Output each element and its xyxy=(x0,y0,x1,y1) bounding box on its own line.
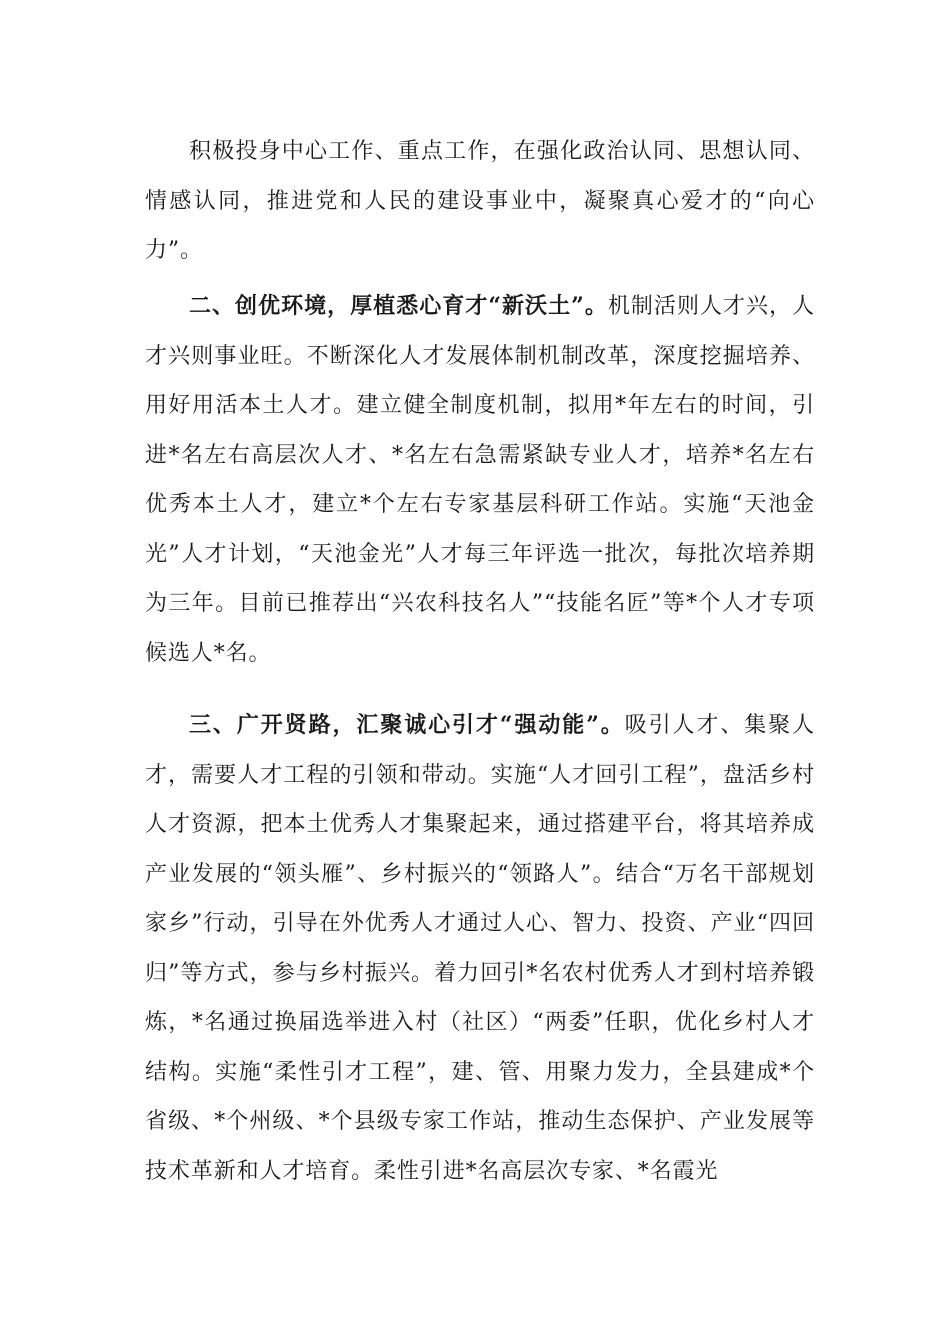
paragraph-2 xyxy=(145,282,815,678)
paragraph-3-text: 吸引人才、集聚人才，需要人才工程的引领和带动。实施“人才回引工程”，盘活乡村人才资源，把本土优秀人才集聚起来，通过搭建平台，将其培养成产业发展的“领头雁”、乡村振兴的“领路人”。结合“万名干部规划家乡”行动，引导在外优秀人才通过人心、智力、投资、产业“四回归”等方式，参与乡村振兴。着力回引*名农村优秀人才到村培养锻炼，*名通过换届选举进入村（社区）“两委”任职，优化乡村人才结构。实施“柔性引才工程”，建、管、用聚力发力，全县建成*个省级、*个州级、*个县级专家工作站，推动生态保护、产业发展等技术革新和人才培育。柔性引进*名高层次专家、*名霞光 xyxy=(145,713,815,1184)
paragraph-1 xyxy=(145,127,815,276)
paragraph-3-heading: 三、广开贤路，汇聚诚心引才“强动能”。 xyxy=(189,712,625,738)
paragraph-3 xyxy=(145,701,815,1196)
paragraph-2-text: 机制活则人才兴，人才兴则事业旺。不断深化人才发展体制机制改革，深度挖掘培养、用好用活本土人才。建立健全制度机制，拟用*年左右的时间，引进*名左右高层次人才、*名左右急需紧缺专业人才，培养*名左右优秀本土人才，建立*个左右专家基层科研工作站。实施“天池金光”人才计划，“天池金光”人才每三年评选一批次，每批次培养期为三年。目前已推荐出“兴农科技名人”“技能名匠”等*个人才专项候选人*名。 xyxy=(145,294,815,666)
paragraph-1-text: 积极投身中心工作、重点工作，在强化政治认同、思想认同、情感认同，推进党和人民的建设事业中，凝聚真心爱才的“向心力”。 xyxy=(145,139,815,263)
paragraph-2-heading: 二、创优环境，厚植悉心育才“新沃土”。 xyxy=(189,293,608,319)
